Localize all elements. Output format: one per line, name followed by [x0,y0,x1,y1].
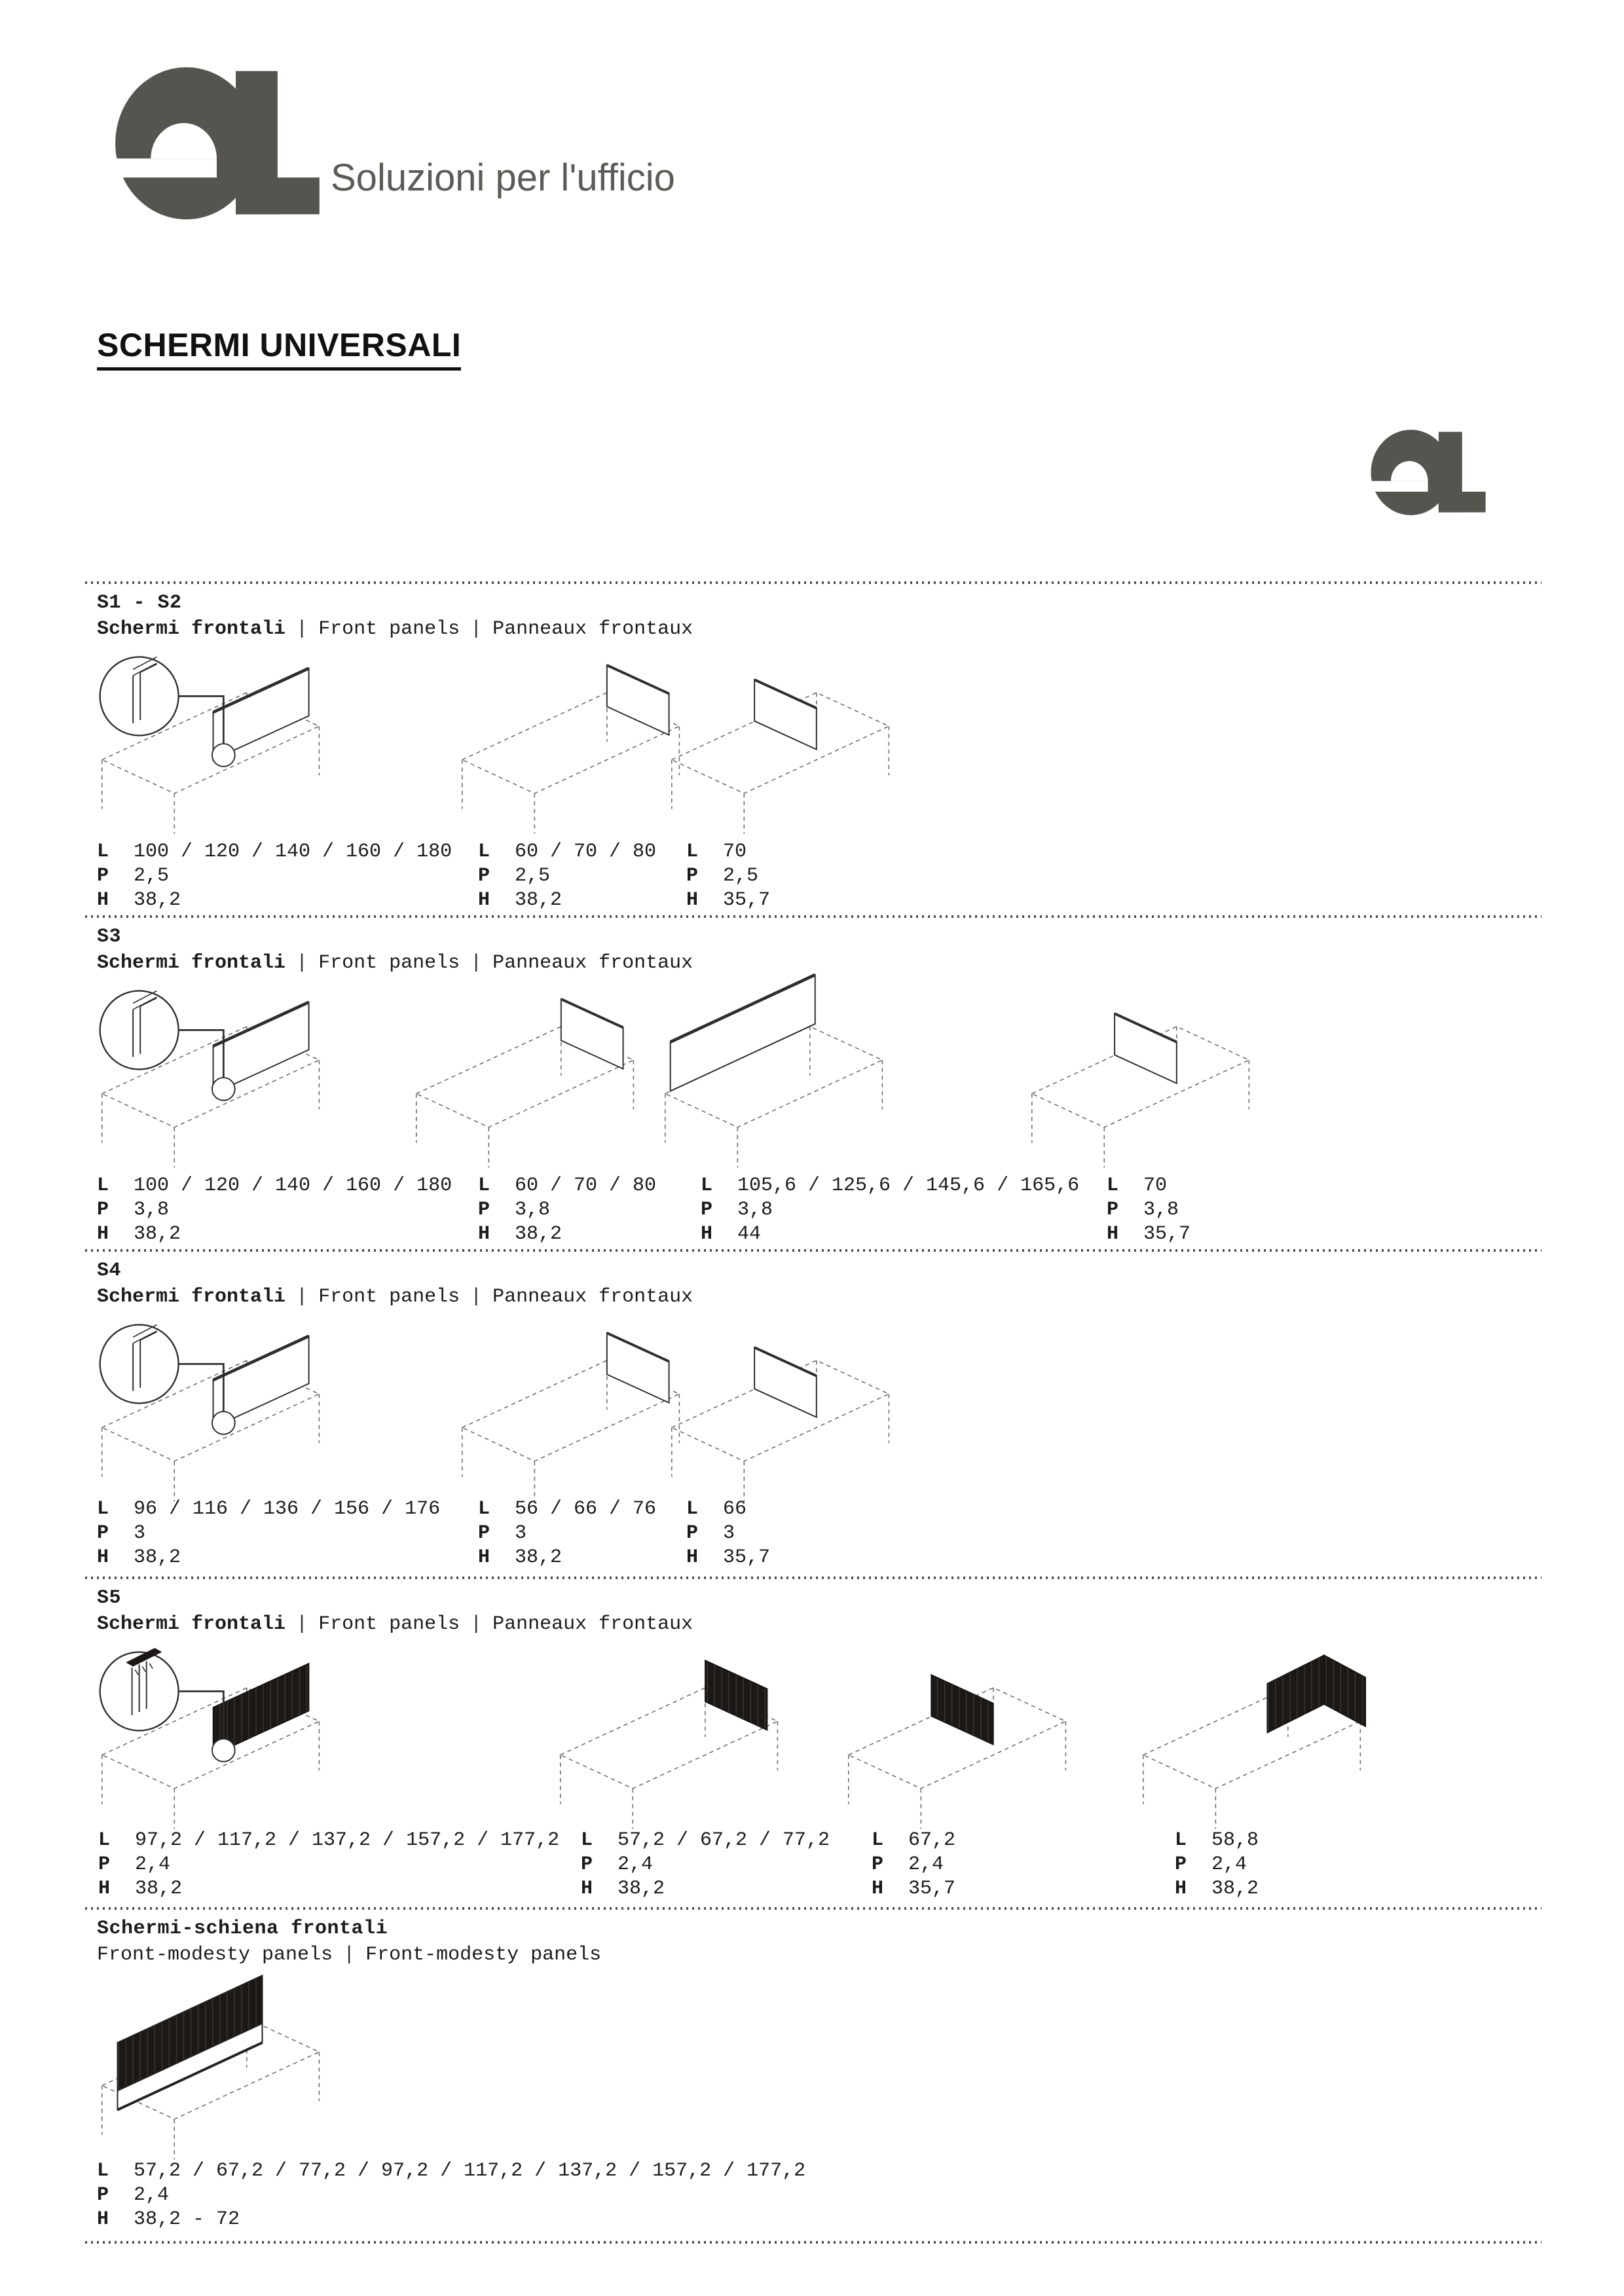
subtitle-italian: Schermi frontali [97,1613,286,1635]
dim-value-length: 96 / 116 / 136 / 156 / 176 [134,1498,441,1520]
dim-value-height: 35,7 [908,1878,956,1900]
dim-label-height: H [1107,1223,1119,1245]
dimensions-s4-1 [97,1497,440,1570]
section-header-modesty [97,1916,601,1969]
drawing-s3-desk-full-length-panel [655,972,950,1169]
dim-value-height: 38,2 [618,1878,665,1900]
dimensions-s5-2 [581,1829,830,1901]
section-code: S4 [97,1260,122,1282]
dim-value-height: 38,2 [515,889,563,911]
dim-value-length: 100 / 120 / 140 / 160 / 180 [134,1175,452,1197]
dimensions-s3-3 [701,1174,1079,1247]
dim-value-depth: 2,4 [134,2184,170,2206]
dim-label-length: L [686,841,699,863]
dimensions-s4-2 [478,1497,656,1570]
dim-label-depth: P [97,1522,109,1544]
page-title: SCHERMI UNIVERSALI [97,326,461,371]
drawing-modesty-desk-front-panel [92,1964,380,2160]
section-code: S1 - S2 [97,592,182,614]
drawing-s3-desk-front-panel-detail [92,972,399,1169]
dim-label-depth: P [686,865,699,887]
dim-value-height: 38,2 [134,1223,181,1245]
dim-label-depth: P [478,865,490,887]
dim-value-height: 38,2 [515,1546,563,1569]
dim-value-depth: 2,5 [515,865,551,887]
dimensions-modesty-1 [97,2159,805,2232]
section-code: Schermi-schiena frontali [97,1918,388,1940]
dim-value-height: 38,2 [515,1223,563,1245]
dimensions-s5-1 [98,1829,559,1901]
brand-tagline: Soluzioni per l'ufficio [331,156,675,199]
dim-value-depth: 2,4 [908,1853,944,1876]
dim-value-length: 70 [723,841,747,863]
dim-label-length: L [1175,1829,1187,1851]
dim-label-height: H [686,1546,699,1569]
dim-value-height: 38,2 [1211,1878,1259,1900]
subtitle-english: Front panels [318,1613,460,1635]
dim-label-depth: P [701,1199,713,1221]
subtitle-french: Front-modesty panels [365,1944,602,1966]
subtitle-separator: | [470,1613,483,1635]
dim-label-depth: P [97,1199,109,1221]
dimensions-s1-3 [686,840,770,913]
dim-label-depth: P [478,1522,490,1544]
dim-value-depth: 3 [723,1522,735,1544]
dim-label-depth: P [1175,1853,1187,1876]
dim-value-height: 35,7 [723,889,771,911]
dim-value-height: 35,7 [1143,1223,1191,1245]
dim-value-height: 38,2 [135,1878,183,1900]
dim-label-length: L [97,1175,109,1197]
dim-label-depth: P [686,1522,699,1544]
dim-value-length: 58,8 [1211,1829,1259,1851]
dim-value-depth: 2,4 [618,1853,654,1876]
dim-value-length: 66 [723,1498,747,1520]
dim-label-height: H [701,1223,713,1245]
dim-value-length: 67,2 [908,1829,956,1851]
dim-value-depth: 3,8 [134,1199,170,1221]
subtitle-separator: | [296,1286,308,1308]
subtitle-separator: | [296,952,308,974]
dim-value-length: 100 / 120 / 140 / 160 / 180 [134,841,452,863]
dim-label-height: H [97,1223,109,1245]
section-divider [85,1249,1541,1252]
dim-label-height: H [581,1878,593,1900]
dim-label-height: H [872,1878,884,1900]
dim-label-height: H [478,1223,490,1245]
dim-value-length: 70 [1143,1175,1168,1197]
dim-value-length: 105,6 / 125,6 / 145,6 / 165,6 [737,1175,1080,1197]
dim-label-length: L [1107,1175,1119,1197]
dimensions-s3-2 [478,1174,656,1247]
subtitle-separator: | [296,618,308,640]
dim-value-length: 60 / 70 / 80 [515,1175,657,1197]
dim-value-depth: 3,8 [1143,1199,1179,1221]
dim-value-length: 57,2 / 67,2 / 77,2 / 97,2 / 117,2 / 137,2 / 157,2 / 177,2 [134,2160,806,2182]
dim-label-height: H [478,1546,490,1569]
section-divider [85,581,1541,584]
dim-label-length: L [98,1829,111,1851]
section-divider [85,1576,1541,1579]
subtitle-separator: | [470,952,483,974]
drawing-s5-desk-corner-panel [1133,1633,1408,1830]
section-divider [85,2241,1541,2244]
dim-label-length: L [686,1498,699,1520]
dim-label-length: L [97,2160,109,2182]
subtitle-english: Front panels [318,952,460,974]
dim-label-length: L [97,841,109,863]
drawing-s3-desk-end-panel [406,972,668,1169]
dimensions-s1-1 [97,840,452,913]
dim-label-depth: P [478,1199,490,1221]
section-divider [85,1907,1541,1910]
drawing-s3-long-desk-mid-panel [1022,972,1349,1169]
dim-value-depth: 2,5 [134,865,170,887]
dim-label-length: L [478,1175,490,1197]
dim-value-depth: 2,5 [723,865,759,887]
subtitle-french: Panneaux frontaux [492,952,693,974]
drawing-s5-long-desk-mid-panel [838,1633,1146,1830]
dim-value-height: 38,2 [134,889,181,911]
subtitle-english: Front-modesty panels [97,1944,333,1966]
drawing-s4-desk-mid-panel [661,1306,950,1503]
section-header-s4 [97,1258,693,1311]
dim-label-height: H [97,2208,109,2231]
dim-label-length: L [701,1175,713,1197]
dimensions-s3-4 [1107,1174,1190,1247]
dim-label-height: H [686,889,699,911]
drawing-s1-desk-mid-panel [661,638,950,835]
dim-label-depth: P [1107,1199,1119,1221]
section-header-s5 [97,1586,693,1638]
section-code: S3 [97,926,122,948]
dim-value-depth: 3,8 [515,1199,551,1221]
dim-label-length: L [872,1829,884,1851]
dimensions-s5-3 [872,1829,955,1901]
subtitle-separator: | [343,1944,356,1966]
dim-label-depth: P [97,865,109,887]
dim-label-length: L [478,1498,490,1520]
dim-label-length: L [97,1498,109,1520]
dim-value-height: 38,2 [134,1546,181,1569]
dim-label-height: H [98,1878,111,1900]
dim-label-length: L [581,1829,593,1851]
subtitle-french: Panneaux frontaux [492,1613,693,1635]
subtitle-separator: | [296,1613,308,1635]
drawing-s5-desk-end-panel [550,1633,812,1830]
drawing-s4-desk-front-panel-detail [92,1306,399,1503]
dim-value-length: 57,2 / 67,2 / 77,2 [618,1829,830,1851]
drawing-s1-desk-front-panel-detail [92,638,399,835]
dim-label-depth: P [98,1853,111,1876]
dimensions-s1-2 [478,840,656,913]
drawing-s5-desk-pleated-panel-detail [92,1633,399,1830]
section-header-s3 [97,924,693,977]
dim-label-height: H [478,889,490,911]
dim-value-length: 97,2 / 117,2 / 137,2 / 157,2 / 177,2 [135,1829,560,1851]
subtitle-french: Panneaux frontaux [492,1286,693,1308]
subtitle-english: Front panels [318,1286,460,1308]
dim-value-depth: 3 [515,1522,527,1544]
dim-value-length: 56 / 66 / 76 [515,1498,657,1520]
subtitle-english: Front panels [318,618,460,640]
subtitle-french: Panneaux frontaux [492,618,693,640]
dim-label-height: H [97,1546,109,1569]
dim-value-depth: 3 [134,1522,146,1544]
dim-label-depth: P [581,1853,593,1876]
company-logo-icon [111,62,321,221]
section-code: S5 [97,1587,122,1609]
dim-value-depth: 3,8 [737,1199,773,1221]
dim-value-height: 38,2 - 72 [134,2208,240,2231]
dimensions-s4-3 [686,1497,770,1570]
dim-value-length: 60 / 70 / 80 [515,841,657,863]
section-divider [85,915,1541,918]
subtitle-separator: | [470,1286,483,1308]
subtitle-italian: Schermi frontali [97,618,286,640]
dim-value-depth: 2,4 [135,1853,171,1876]
dim-label-length: L [478,841,490,863]
dim-value-height: 44 [737,1223,762,1245]
dim-value-height: 35,7 [723,1546,771,1569]
dim-label-height: H [1175,1878,1187,1900]
dim-label-depth: P [97,2184,109,2206]
dimensions-s5-4 [1175,1829,1259,1901]
dimensions-s3-1 [97,1174,452,1247]
section-header-s1-s2 [97,591,693,643]
dim-label-height: H [97,889,109,911]
dim-label-depth: P [872,1853,884,1876]
dim-value-depth: 2,4 [1211,1853,1247,1876]
company-logo-small-icon [1369,427,1486,516]
subtitle-italian: Schermi frontali [97,1286,286,1308]
subtitle-separator: | [470,618,483,640]
subtitle-italian: Schermi frontali [97,952,286,974]
